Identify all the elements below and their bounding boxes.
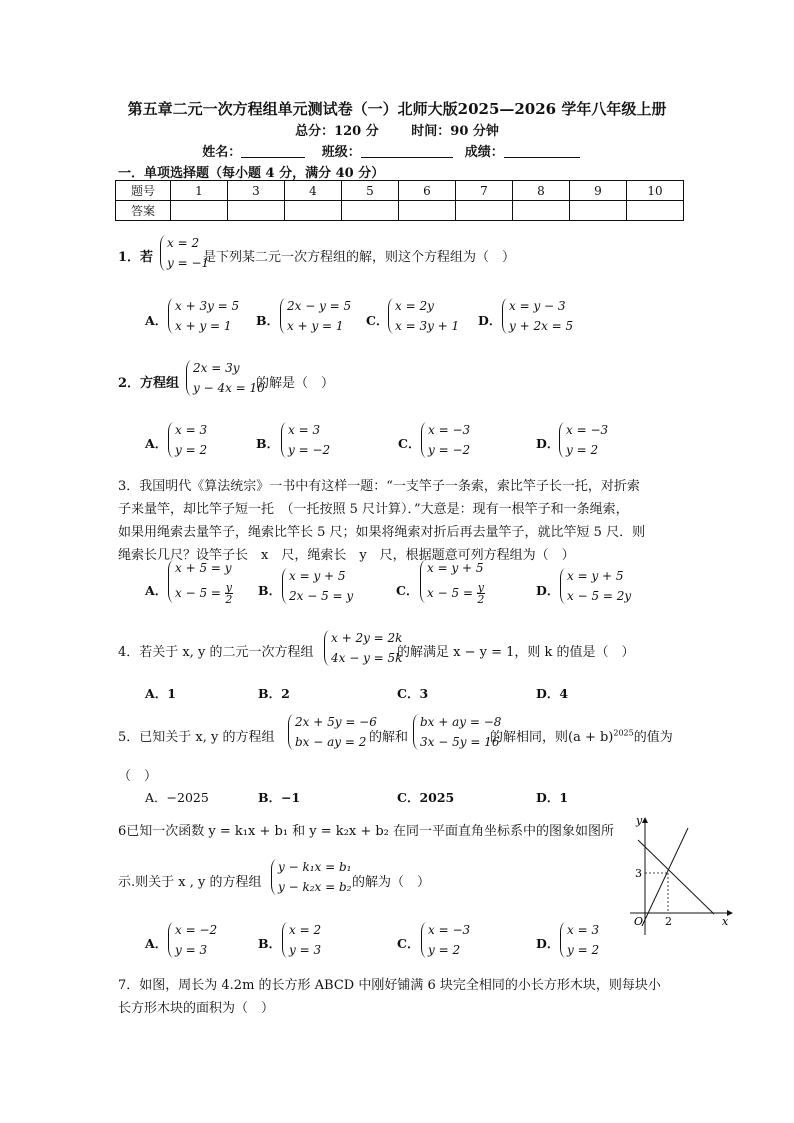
q2-option-d[interactable] — [566, 420, 608, 460]
table-cell: 6 — [399, 181, 456, 201]
q2-option-d-label[interactable]: D． — [536, 436, 560, 451]
equation: x = −3 — [566, 423, 609, 437]
q1-stem-post: 是下列某二元一次方程组的解，则这个方程组为（ ） — [203, 250, 516, 265]
q6-option-a[interactable] — [175, 920, 217, 960]
equation: 3x − 5y = 16 — [420, 735, 500, 749]
q5-option-d[interactable]: D．1 — [536, 790, 569, 805]
table-row — [116, 201, 684, 221]
line-1 — [638, 840, 714, 914]
equation: y − 4x = 10 — [193, 381, 265, 395]
equation-left: x − 5 = — [175, 586, 221, 600]
q5-mid: 的解和 — [369, 730, 409, 745]
score-blank[interactable] — [504, 144, 580, 158]
q6-option-a-label[interactable]: A． — [145, 936, 168, 951]
q4-option-b[interactable]: B．2 — [258, 686, 290, 701]
table-cell: 题号 — [116, 181, 171, 201]
q4-stem-post: 的解满足 x − y = 1，则 k 的值是（ ） — [397, 645, 635, 660]
q7-line-1: 7．如图，周长为 4.2m 的长方形 ABCD 中刚好铺满 6 块完全相同的小长方形木块，则每块小 — [118, 978, 661, 993]
equation — [427, 582, 485, 605]
equation: x = −2 — [175, 923, 218, 937]
q1-option-a-label[interactable]: A． — [145, 313, 168, 328]
q3-option-b-label[interactable]: B． — [258, 583, 282, 598]
q3-line: 3．我国明代《算法统宗》一书中有这样一题：“一支竿子一条索，索比竿子长一托，对折索 — [118, 479, 640, 494]
equation: y = 2 — [428, 943, 461, 957]
y-axis-label: y — [636, 814, 643, 827]
name-blank[interactable] — [241, 144, 305, 158]
page-title: 第五章二元一次方程组单元测试卷（一）北师大版2025—2026 学年八年级上册 — [127, 100, 667, 118]
y-tick-label: 3 — [635, 867, 642, 880]
origin-label: O — [634, 915, 644, 928]
q3-option-a-label[interactable]: A． — [145, 583, 168, 598]
q6-option-c[interactable] — [428, 920, 470, 960]
q5-paren: （ ） — [118, 769, 158, 784]
answer-cell[interactable] — [285, 201, 342, 221]
q5-stem-end: 的值为 — [633, 730, 673, 745]
table-cell: 9 — [570, 181, 627, 201]
total-score: 总分：120 分 — [295, 124, 379, 139]
equation: y = 3 — [175, 943, 208, 957]
equation: 4x − y = 5k — [331, 651, 403, 665]
equation: x + 5 = y — [175, 561, 232, 575]
answer-cell[interactable] — [513, 201, 570, 221]
x-axis-label: x — [722, 915, 729, 928]
q6-line-1: 6已知一次函数 y = k₁x + b₁ 和 y = k₂x + b₂ 在同一平面直角坐标系中的图象如图所 — [118, 824, 615, 839]
equation — [175, 582, 233, 605]
answer-cell[interactable] — [342, 201, 399, 221]
equation: x = 2y — [395, 299, 434, 313]
q7-line-2: 长方形木块的面积为（ ） — [118, 1001, 275, 1016]
x-tick-label: 2 — [665, 915, 672, 928]
equation: x − 5 = 2y — [567, 589, 632, 603]
equation: x = 3 — [567, 923, 600, 937]
table-row — [116, 181, 684, 201]
equation: y = −2 — [288, 443, 331, 457]
equation: x = 3 — [175, 423, 208, 437]
table-cell: 5 — [342, 181, 399, 201]
exam-meta — [0, 120, 794, 139]
section-title: 一．单项选择题（每小题 4 分，满分 40 分） — [118, 166, 385, 181]
denominator: 2 — [477, 593, 485, 606]
q4-option-c[interactable]: C．3 — [397, 686, 429, 701]
table-cell: 4 — [285, 181, 342, 201]
equation: y = −2 — [428, 443, 471, 457]
q6-line-2-pre: 示.则关于 x , y 的方程组 — [118, 875, 262, 890]
q6-option-c-label[interactable]: C． — [397, 936, 420, 951]
equation: bx + ay = −8 — [420, 715, 502, 729]
q6-option-b[interactable] — [289, 920, 321, 960]
q3-line: 绳索长几尺？设竿子长 x 尺，绳索长 y 尺，根据题意可列方程组为（ ） — [118, 548, 575, 563]
q6-option-d-label[interactable]: D． — [536, 936, 560, 951]
q1-option-c-label[interactable]: C． — [366, 313, 389, 328]
table-cell: 7 — [456, 181, 513, 201]
table-cell: 3 — [228, 181, 285, 201]
q5-stem-post — [490, 726, 673, 745]
equation: x = 2 — [289, 923, 322, 937]
answer-cell[interactable] — [171, 201, 228, 221]
equation: y = −1 — [167, 256, 210, 270]
q1-option-a[interactable] — [175, 296, 239, 336]
q3-option-a[interactable] — [175, 558, 233, 605]
equation: x = 2 — [167, 236, 200, 250]
q2-option-a[interactable] — [175, 420, 207, 460]
q5-option-c[interactable]: C．2025 — [397, 790, 455, 805]
q1-option-d[interactable] — [509, 296, 573, 336]
q2-option-c[interactable] — [428, 420, 470, 460]
function-graph — [610, 810, 740, 940]
equation: 2x − 5 = y — [289, 589, 354, 603]
equation: y = 2 — [175, 443, 208, 457]
equation: x + 3y = 5 — [175, 299, 240, 313]
equation: x = y + 5 — [567, 569, 624, 583]
q3-line: 如果用绳索去量竿子，绳索比竿长 5 尺；如果将绳索对折后再去量竿子，就比竿短 5 尺．则 — [118, 525, 646, 540]
q2-option-c-label[interactable]: C． — [398, 436, 421, 451]
equation: x = −3 — [428, 923, 471, 937]
equation: x + 2y = 2k — [331, 631, 403, 645]
exam-time: 时间：90 分钟 — [411, 124, 499, 139]
q2-option-a-label[interactable]: A． — [145, 436, 168, 451]
equation: x = y + 5 — [427, 561, 484, 575]
q5-system-1 — [295, 712, 377, 752]
q4-system — [331, 628, 402, 668]
q1-option-d-label[interactable]: D． — [478, 313, 502, 328]
q3-option-d[interactable] — [567, 566, 631, 606]
q2-stem-post: 的解是（ ） — [256, 376, 335, 391]
q2-system — [193, 358, 265, 398]
fraction — [477, 582, 485, 605]
equation: 2x + 5y = −6 — [295, 715, 377, 729]
table-cell: 8 — [513, 181, 570, 201]
q3-option-c[interactable] — [427, 558, 485, 605]
line-2 — [642, 828, 688, 926]
q4-option-a[interactable]: A．1 — [145, 686, 176, 701]
student-info — [0, 141, 794, 160]
q3-option-d-label[interactable]: D． — [536, 583, 560, 598]
equation: 2x − y = 5 — [287, 299, 352, 313]
equation: y − k₁x = b₁ — [278, 860, 352, 874]
q3-line: 子来量竿，却比竿子短一托 （一托按照 5 尺计算）．”大意是：现有一根竿子和一条绳索， — [118, 502, 629, 517]
equation: x = y + 5 — [289, 569, 346, 583]
answer-cell[interactable] — [456, 201, 513, 221]
equation: x = y − 3 — [509, 299, 566, 313]
equation: bx − ay = 2 — [295, 735, 367, 749]
q6-system — [278, 857, 352, 897]
numerator: y — [225, 581, 233, 594]
equation: 2x = 3y — [193, 361, 240, 375]
table-cell: 答案 — [116, 201, 171, 221]
denominator: 2 — [225, 593, 233, 606]
equation: x = 3y + 1 — [395, 319, 460, 333]
answer-cell[interactable] — [399, 201, 456, 221]
equation-left: x − 5 = — [427, 586, 473, 600]
q2-option-b[interactable] — [288, 420, 330, 460]
score-label: 成绩： — [464, 145, 504, 160]
table-cell: 1 — [171, 181, 228, 201]
q6-option-b-label[interactable]: B． — [258, 936, 282, 951]
equation: x = 3 — [288, 423, 321, 437]
equation: x + y = 1 — [175, 319, 232, 333]
equation: y = 2 — [566, 443, 599, 457]
q2-stem-pre: 2．方程组 — [118, 376, 180, 391]
class-label: 班级： — [321, 145, 361, 160]
answer-cell[interactable] — [570, 201, 627, 221]
q6-line-2-post: 的解为（ ） — [352, 875, 431, 890]
class-blank[interactable] — [361, 144, 453, 158]
q1-option-b[interactable] — [287, 296, 351, 336]
q5-option-b[interactable]: B．−1 — [258, 790, 301, 805]
q5-exponent: 2025 — [613, 728, 634, 738]
answer-cell[interactable] — [228, 201, 285, 221]
equation: x + y = 1 — [287, 319, 344, 333]
q5-stem-pre: 5．已知关于 x, y 的方程组 — [118, 730, 275, 745]
fraction — [225, 582, 233, 605]
numerator: y — [477, 581, 485, 594]
q2-option-b-label[interactable]: B． — [256, 436, 280, 451]
q1-stem-pre: 1．若 — [118, 250, 154, 265]
table-cell: 10 — [627, 181, 684, 201]
q4-stem-pre: 4．若关于 x, y 的二元一次方程组 — [118, 645, 314, 660]
q1-option-b-label[interactable]: B． — [256, 313, 280, 328]
answer-cell[interactable] — [627, 201, 684, 221]
q6-option-d[interactable] — [567, 920, 599, 960]
equation: y − k₂x = b₂ — [278, 880, 352, 894]
q3-option-b[interactable] — [289, 566, 353, 606]
answer-table — [115, 180, 684, 221]
equation: y = 2 — [567, 943, 600, 957]
q5-option-a[interactable]: A．−2025 — [145, 790, 209, 805]
equation: x = −3 — [428, 423, 471, 437]
q5-expression: 的解相同，则(a + b) — [490, 730, 614, 745]
name-label: 姓名： — [202, 145, 242, 160]
equation: y + 2x = 5 — [509, 319, 574, 333]
q3-option-c-label[interactable]: C． — [396, 583, 419, 598]
q1-option-c[interactable] — [395, 296, 459, 336]
q4-option-d[interactable]: D．4 — [536, 686, 569, 701]
equation: y = 3 — [289, 943, 322, 957]
